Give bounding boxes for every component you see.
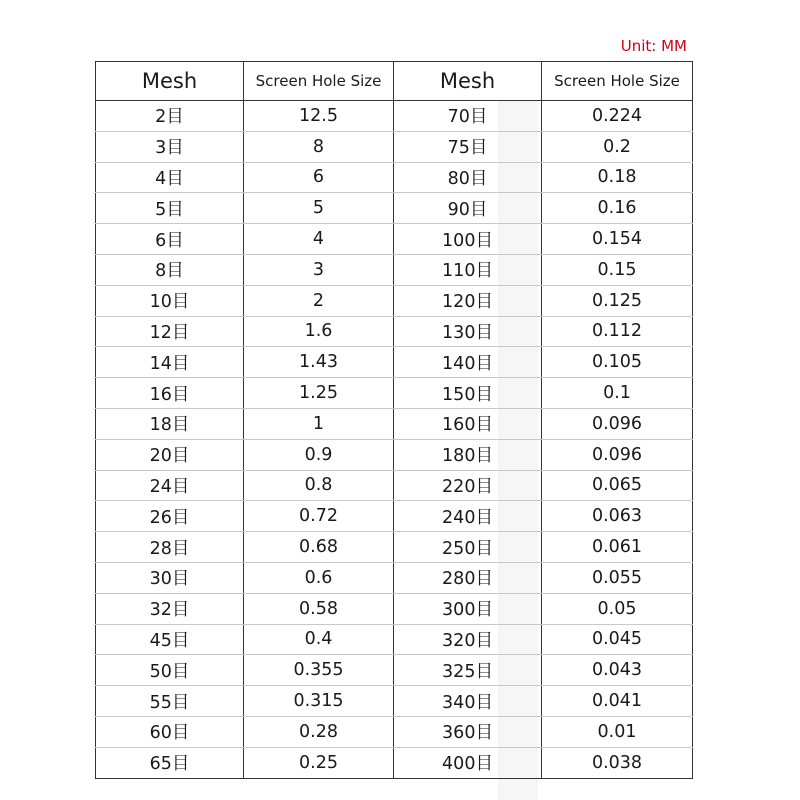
header-mesh-left: Mesh (96, 62, 244, 101)
cell-mesh-right: 140目 (394, 347, 542, 378)
cell-size-right: 0.01 (542, 716, 693, 747)
cell-size-right: 0.065 (542, 470, 693, 501)
cell-mesh-left: 26目 (96, 501, 244, 532)
cell-mesh-left: 24目 (96, 470, 244, 501)
cell-mesh-left: 32目 (96, 593, 244, 624)
cell-size-left: 1.43 (244, 347, 394, 378)
cell-mesh-right: 340目 (394, 686, 542, 717)
cell-mesh-right: 150目 (394, 378, 542, 409)
cell-mesh-right: 80目 (394, 162, 542, 193)
cell-size-right: 0.038 (542, 747, 693, 778)
cell-size-right: 0.224 (542, 101, 693, 132)
cell-size-right: 0.096 (542, 439, 693, 470)
cell-size-left: 1.25 (244, 378, 394, 409)
cell-size-right: 0.045 (542, 624, 693, 655)
table-header-row (96, 62, 693, 101)
cell-mesh-left: 18目 (96, 408, 244, 439)
cell-size-right: 0.125 (542, 285, 693, 316)
table-row (96, 747, 693, 778)
cell-mesh-left: 50目 (96, 655, 244, 686)
cell-size-right: 0.2 (542, 131, 693, 162)
cell-mesh-left: 3目 (96, 131, 244, 162)
cell-mesh-left: 12目 (96, 316, 244, 347)
cell-mesh-right: 110目 (394, 254, 542, 285)
cell-size-left: 0.4 (244, 624, 394, 655)
table-row (96, 224, 693, 255)
cell-size-right: 0.15 (542, 254, 693, 285)
cell-mesh-right: 400目 (394, 747, 542, 778)
table-row (96, 285, 693, 316)
cell-size-left: 0.58 (244, 593, 394, 624)
cell-mesh-right: 300目 (394, 593, 542, 624)
cell-size-left: 5 (244, 193, 394, 224)
cell-mesh-left: 10目 (96, 285, 244, 316)
cell-size-left: 12.5 (244, 101, 394, 132)
cell-mesh-left: 28目 (96, 532, 244, 563)
table-row (96, 532, 693, 563)
cell-mesh-left: 5目 (96, 193, 244, 224)
table-row (96, 655, 693, 686)
cell-mesh-right: 160目 (394, 408, 542, 439)
table-row (96, 347, 693, 378)
cell-mesh-left: 2目 (96, 101, 244, 132)
table-row (96, 254, 693, 285)
table-row (96, 562, 693, 593)
cell-mesh-right: 130目 (394, 316, 542, 347)
table-row (96, 470, 693, 501)
table-row (96, 593, 693, 624)
cell-mesh-left: 16目 (96, 378, 244, 409)
table-row (96, 101, 693, 132)
table-row (96, 408, 693, 439)
cell-mesh-right: 280目 (394, 562, 542, 593)
cell-mesh-right: 240目 (394, 501, 542, 532)
cell-mesh-left: 60目 (96, 716, 244, 747)
cell-size-left: 0.315 (244, 686, 394, 717)
cell-mesh-right: 90目 (394, 193, 542, 224)
header-mesh-right: Mesh (394, 62, 542, 101)
cell-mesh-right: 100目 (394, 224, 542, 255)
cell-mesh-right: 180目 (394, 439, 542, 470)
table-row (96, 439, 693, 470)
cell-size-left: 0.28 (244, 716, 394, 747)
cell-size-right: 0.105 (542, 347, 693, 378)
cell-size-left: 0.9 (244, 439, 394, 470)
cell-size-left: 2 (244, 285, 394, 316)
cell-size-left: 1.6 (244, 316, 394, 347)
table-row (96, 131, 693, 162)
table-row (96, 193, 693, 224)
table-row (96, 624, 693, 655)
table-row (96, 316, 693, 347)
cell-size-right: 0.16 (542, 193, 693, 224)
header-size-right: Screen Hole Size (542, 62, 693, 101)
cell-size-left: 0.72 (244, 501, 394, 532)
cell-mesh-right: 75目 (394, 131, 542, 162)
cell-size-left: 0.8 (244, 470, 394, 501)
cell-mesh-left: 8目 (96, 254, 244, 285)
cell-size-right: 0.05 (542, 593, 693, 624)
cell-size-left: 0.68 (244, 532, 394, 563)
cell-size-right: 0.1 (542, 378, 693, 409)
table-body (96, 101, 693, 779)
header-size-left: Screen Hole Size (244, 62, 394, 101)
cell-mesh-right: 120目 (394, 285, 542, 316)
cell-mesh-left: 4目 (96, 162, 244, 193)
cell-mesh-right: 250目 (394, 532, 542, 563)
cell-mesh-left: 20目 (96, 439, 244, 470)
cell-mesh-left: 30目 (96, 562, 244, 593)
cell-mesh-left: 14目 (96, 347, 244, 378)
cell-size-left: 4 (244, 224, 394, 255)
cell-mesh-left: 6目 (96, 224, 244, 255)
cell-size-right: 0.043 (542, 655, 693, 686)
cell-size-left: 0.355 (244, 655, 394, 686)
cell-size-right: 0.063 (542, 501, 693, 532)
cell-size-left: 6 (244, 162, 394, 193)
cell-size-left: 8 (244, 131, 394, 162)
table-row (96, 162, 693, 193)
cell-size-right: 0.112 (542, 316, 693, 347)
table-row (96, 686, 693, 717)
cell-mesh-right: 325目 (394, 655, 542, 686)
cell-mesh-left: 65目 (96, 747, 244, 778)
cell-size-left: 1 (244, 408, 394, 439)
cell-mesh-right: 360目 (394, 716, 542, 747)
cell-mesh-right: 320目 (394, 624, 542, 655)
cell-size-right: 0.041 (542, 686, 693, 717)
cell-size-left: 0.6 (244, 562, 394, 593)
cell-size-left: 0.25 (244, 747, 394, 778)
cell-mesh-left: 55目 (96, 686, 244, 717)
cell-size-right: 0.154 (542, 224, 693, 255)
cell-mesh-right: 220目 (394, 470, 542, 501)
cell-size-left: 3 (244, 254, 394, 285)
cell-mesh-left: 45目 (96, 624, 244, 655)
table-row (96, 716, 693, 747)
cell-size-right: 0.061 (542, 532, 693, 563)
cell-size-right: 0.18 (542, 162, 693, 193)
cell-mesh-right: 70目 (394, 101, 542, 132)
cell-size-right: 0.055 (542, 562, 693, 593)
table-row (96, 378, 693, 409)
cell-size-right: 0.096 (542, 408, 693, 439)
table-row (96, 501, 693, 532)
mesh-size-table (95, 61, 693, 779)
unit-label: Unit: MM (620, 37, 687, 55)
